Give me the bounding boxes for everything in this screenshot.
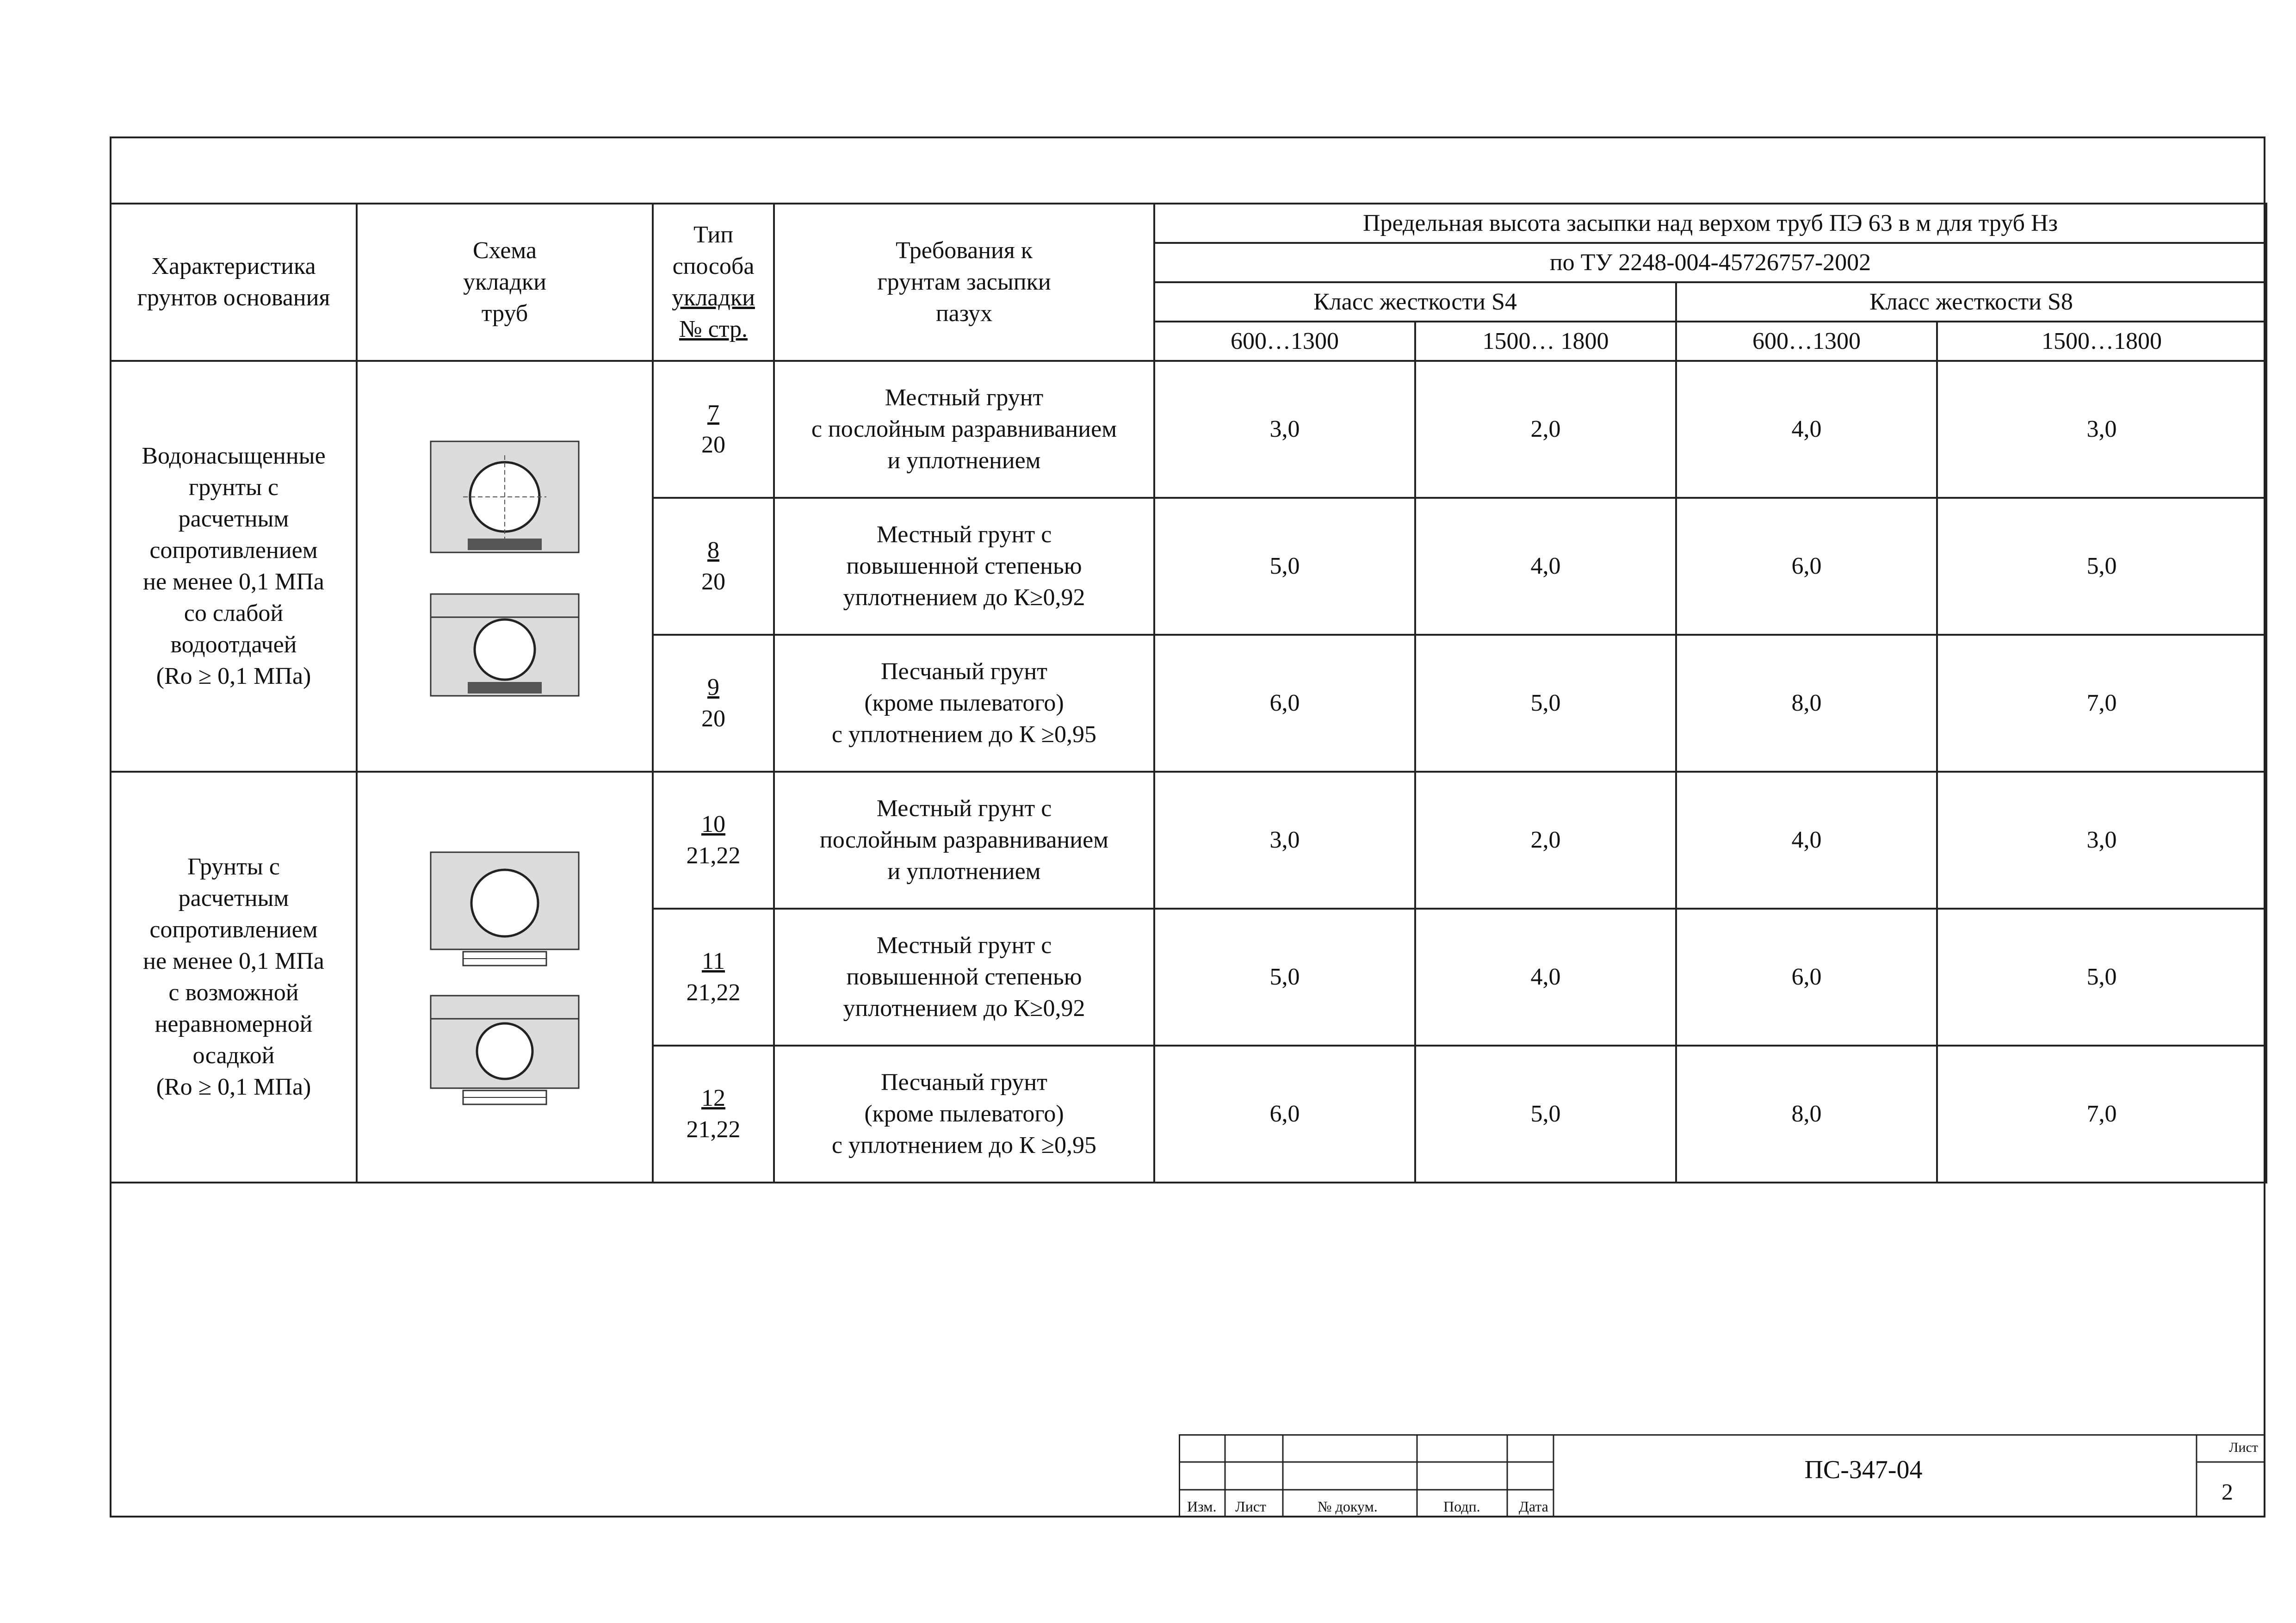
requirement-cell: Местный грунт с послойным разравниванием и уплотнением [774,772,1154,909]
group2-characteristic: Грунты с расчетным сопротивлением не менее 0,1 МПа с возможной неравномерной осадкой (Ro ≥ 0,1 МПа) [111,772,357,1183]
value-cell: 3,0 [1154,361,1415,498]
type-cell: 9 20 [653,635,774,772]
value-cell: 4,0 [1676,772,1937,909]
range-s4-2: 1500… 1800 [1415,322,1676,361]
stamp-label: Лист [1235,1498,1267,1515]
header-scheme: Схема укладки труб [357,204,653,361]
value-cell: 4,0 [1415,909,1676,1046]
document-code: ПС-347-04 [1804,1456,1923,1484]
value-cell: 3,0 [1937,361,2266,498]
value-cell: 8,0 [1676,1046,1937,1183]
value-cell: 7,0 [1937,635,2266,772]
group1-scheme-cell [357,361,653,772]
group1-characteristic: Водонасыщенные грунты с расчетным сопротивлением не менее 0,1 МПа со слабой водоотдачей (Ro ≥ 0,1 МПа) [111,361,357,772]
range-s8-1: 600…1300 [1676,322,1937,361]
stamp-label: № докум. [1318,1498,1378,1515]
type-cell: 12 21,22 [653,1046,774,1183]
header-class-s4: Класс жесткости S4 [1154,282,1676,322]
value-cell: 8,0 [1676,635,1937,772]
range-s8-2: 1500…1800 [1937,322,2266,361]
trench-scheme-icon [412,566,597,705]
header-requirements: Требования к грунтам засыпки пазух [774,204,1154,361]
requirement-cell: Песчаный грунт (кроме пылеватого) с уплотнением до К ≥0,95 [774,1046,1154,1183]
value-cell: 6,0 [1154,635,1415,772]
trench-scheme-icon [412,838,597,977]
value-cell: 4,0 [1676,361,1937,498]
value-cell: 5,0 [1937,498,2266,635]
value-cell: 6,0 [1676,498,1937,635]
trench-scheme-icon [412,427,597,566]
value-cell: 2,0 [1415,772,1676,909]
value-cell: 3,0 [1154,772,1415,909]
sheet-label: Лист [2229,1440,2258,1455]
stamp-label: Дата [1519,1498,1548,1515]
value-cell: 5,0 [1415,635,1676,772]
header-characteristic: Характеристика грунтов основания [111,204,357,361]
value-cell: 5,0 [1937,909,2266,1046]
requirement-cell: Местный грунт с послойным разравниванием и уплотнением [774,361,1154,498]
value-cell: 5,0 [1415,1046,1676,1183]
header-class-s8: Класс жесткости S8 [1676,282,2266,322]
table-row [111,361,2266,498]
header-type: Тип способа укладки № стр. [653,204,774,361]
requirement-cell: Местный грунт с повышенной степенью уплотнением до К≥0,92 [774,498,1154,635]
type-cell: 10 21,22 [653,772,774,909]
type-cell: 11 21,22 [653,909,774,1046]
type-cell: 8 20 [653,498,774,635]
soil-table [110,203,2267,1183]
value-cell: 6,0 [1676,909,1937,1046]
value-cell: 6,0 [1154,1046,1415,1183]
range-s4-1: 600…1300 [1154,322,1415,361]
sheet-number: 2 [2222,1479,2233,1505]
requirement-cell: Песчаный грунт (кроме пылеватого) с уплотнением до К ≥0,95 [774,635,1154,772]
requirement-cell: Местный грунт с повышенной степенью уплотнением до К≥0,92 [774,909,1154,1046]
group2-scheme-cell [357,772,653,1183]
header-limit-title: Предельная высота засыпки над верхом труб ПЭ 63 в м для труб Нз [1154,204,2266,243]
stamp-label: Подп. [1443,1498,1480,1515]
value-cell: 5,0 [1154,909,1415,1046]
value-cell: 3,0 [1937,772,2266,909]
stamp-label: Изм. [1187,1498,1217,1515]
trench-scheme-icon [412,977,597,1116]
value-cell: 2,0 [1415,361,1676,498]
header-limit-spec: по ТУ 2248-004-45726757-2002 [1154,243,2266,282]
title-block [1179,1434,2265,1518]
table-row [111,772,2266,909]
value-cell: 4,0 [1415,498,1676,635]
type-cell: 7 20 [653,361,774,498]
value-cell: 5,0 [1154,498,1415,635]
value-cell: 7,0 [1937,1046,2266,1183]
